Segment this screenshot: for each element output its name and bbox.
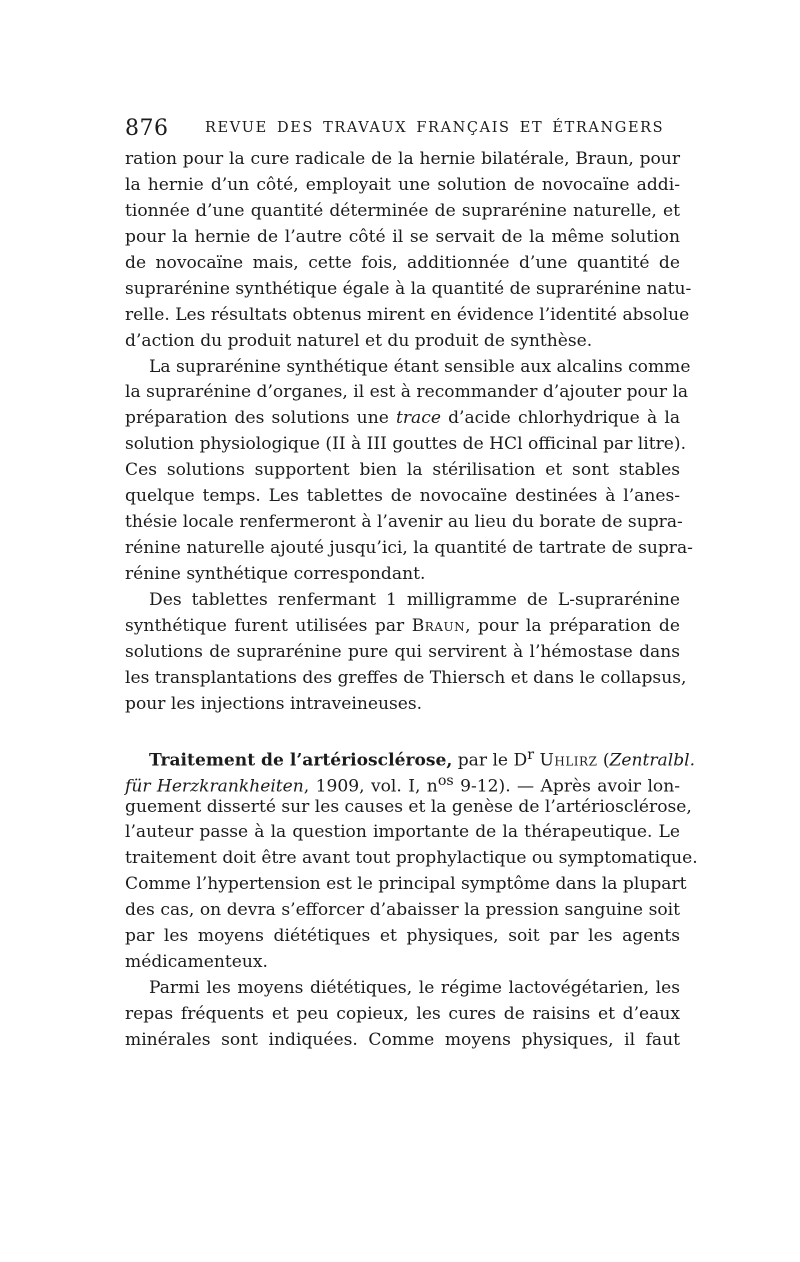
text-line: thésie locale renfermeront à l’avenir au lieu du borate de supra- [125, 512, 683, 533]
text-run: , 1909, vol. I, n [303, 776, 438, 797]
text-run: par le D [452, 750, 528, 771]
running-title: REVUE DES TRAVAUX FRANÇAIS ET ÉTRANGERS [205, 120, 665, 136]
text-line: suprarénine synthétique égale à la quantité de suprarénine natu- [125, 278, 692, 299]
text-line: pour la hernie de l’autre côté il se servait de la même solution [125, 226, 680, 247]
text-run: préparation des solutions une [125, 408, 397, 429]
text-run: synthétique furent utilisées par [125, 615, 412, 636]
section-spacer [125, 718, 680, 743]
text-line: pour les injections intraveineuses. [125, 693, 423, 714]
text-run: 9-12). — Après avoir lon- [453, 776, 681, 797]
paragraph-tablettes [125, 588, 687, 718]
text-line: relle. Les résultats obtenus mirent en évidence l’identité absolue [125, 304, 690, 325]
text-line: guement disserté sur les causes et la genèse de l’artériosclérose, [125, 796, 692, 817]
text-line: médicamenteux. [125, 952, 268, 973]
italic-word: trace [396, 408, 441, 429]
text-line: tionnée d’une quantité déterminée de suprarénine naturelle, et [125, 200, 680, 221]
author-name: Uhlirz [539, 750, 598, 771]
text-line: solution physiologique (II à III gouttes de HCl officinal par litre). [125, 434, 686, 455]
superscript: os [437, 772, 454, 789]
text-line: solutions de suprarénine pure qui servirent à l’hémostase dans [125, 641, 680, 662]
text-line: La suprarénine synthétique étant sensible aux alcalins comme [149, 356, 691, 377]
text-line: la hernie d’un côté, employait une solution de novocaïne addi- [125, 174, 680, 195]
citation-line [125, 769, 680, 795]
text-line: par les moyens diététiques et physiques, soit par les agents [125, 926, 680, 947]
text-run: ( [597, 750, 610, 771]
text-line: les transplantations des greffes de Thiersch et dans le collapsus, [125, 667, 687, 688]
page-header [125, 116, 680, 142]
text-line: quelque temps. Les tablettes de novocaïne destinées à l’anes- [125, 486, 680, 507]
text-line: Des tablettes renfermant 1 milligramme de L-suprarénine [149, 589, 680, 610]
text-line: minérales sont indiquées. Comme moyens physiques, il faut [125, 1029, 680, 1050]
article-title: Traitement de l’artériosclérose, [149, 750, 453, 771]
text-line: de novocaïne mais, cette fois, additionnée d’une quantité de [125, 252, 680, 273]
text-line: des cas, on devra s’efforcer d’abaisser la pression sanguine soit [125, 900, 680, 921]
text-line: rénine synthétique correspondant. [125, 564, 426, 584]
superscript: r [527, 746, 535, 763]
article-arteriosclerose [125, 743, 698, 976]
page-body [125, 147, 698, 1054]
text-line: d’action du produit naturel et du produit de synthèse. [125, 330, 593, 351]
text-line: rénine naturelle ajouté jusqu’ici, la quantité de tartrate de supra- [125, 538, 693, 559]
text-line: Parmi les moyens diététiques, le régime lactovégétarien, les [149, 978, 680, 999]
journal-name: Zentralbl. [609, 750, 696, 771]
text-line: l’auteur passe à la question importante de la thérapeutique. Le [125, 822, 680, 843]
text-line: Comme l’hypertension est le principal symptôme dans la plupart [125, 874, 687, 895]
text-line: repas fréquents et peu copieux, les cures de raisins et d’eaux [125, 1004, 680, 1024]
text-line [125, 614, 680, 640]
paragraph-suprarenine [125, 355, 693, 588]
article-heading-line [125, 743, 696, 771]
text-line: traitement doit être avant tout prophylactique ou symptomatique. [125, 848, 698, 869]
page-number: 876 [125, 116, 169, 141]
text-line: Ces solutions supportent bien la stérilisation et sont stables [125, 460, 680, 481]
paragraph-continued [125, 147, 692, 355]
author-name: Braun [411, 615, 466, 636]
paragraph-moyens [125, 976, 680, 1054]
text-line: la suprarénine d’organes, il est à recommander d’ajouter pour la [125, 382, 689, 403]
text-line [125, 406, 680, 432]
journal-name: für Herzkrankheiten [125, 776, 304, 797]
text-line: ration pour la cure radicale de la hernie bilatérale, Braun, pour [125, 149, 680, 169]
text-run: d’acide chlorhydrique à la [440, 408, 681, 429]
text-run: , pour la préparation de [465, 615, 680, 636]
